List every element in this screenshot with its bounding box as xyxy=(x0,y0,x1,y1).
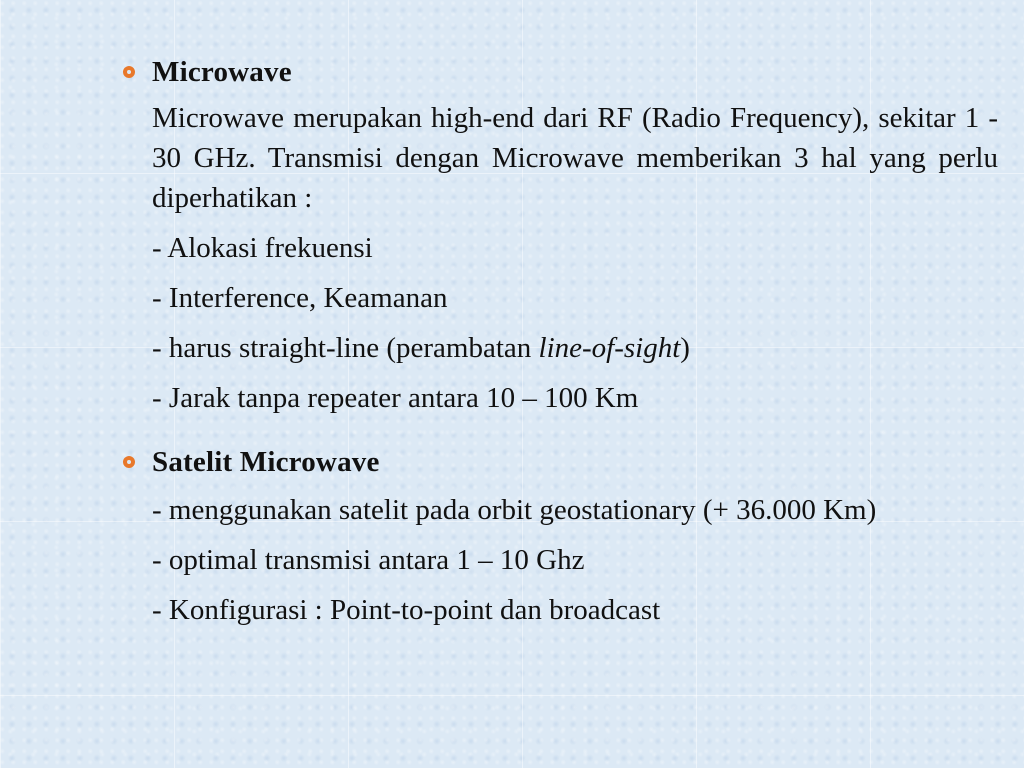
los-emphasis: line-of-sight xyxy=(538,332,681,364)
microwave-description: Microwave merupakan high-end dari RF (Radio Frequency), sekitar 1 - 30 GHz. Transmisi dengan Microwave memberikan 3 hal yang perlu diperhatikan : xyxy=(152,102,998,214)
list-item-alokasi: - Alokasi frekuensi xyxy=(152,232,373,264)
section-microwave xyxy=(118,52,998,418)
los-suffix: ) xyxy=(680,332,690,364)
hollow-circle-bullet-icon xyxy=(123,66,135,78)
heading-row-satelit xyxy=(118,442,998,482)
list-item-line-of-sight xyxy=(152,328,998,368)
section-satelit-microwave xyxy=(118,442,998,630)
list-item-optimal-transmisi: - optimal transmisi antara 1 – 10 Ghz xyxy=(152,544,585,576)
los-prefix: - harus straight-line (perambatan xyxy=(152,332,539,364)
heading-satelit-microwave: Satelit Microwave xyxy=(152,446,380,478)
heading-row-microwave xyxy=(118,52,998,92)
hollow-circle-bullet-icon xyxy=(123,456,135,468)
slide-content xyxy=(118,52,998,630)
list-item-jarak: - Jarak tanpa repeater antara 10 – 100 Km xyxy=(152,382,639,414)
list-item-interference: - Interference, Keamanan xyxy=(152,282,448,314)
list-item-geostationary: - menggunakan satelit pada orbit geostationary (+ 36.000 Km) xyxy=(152,494,877,526)
list-item-konfigurasi: - Konfigurasi : Point-to-point dan broadcast xyxy=(152,594,661,626)
heading-microwave: Microwave xyxy=(152,56,292,88)
